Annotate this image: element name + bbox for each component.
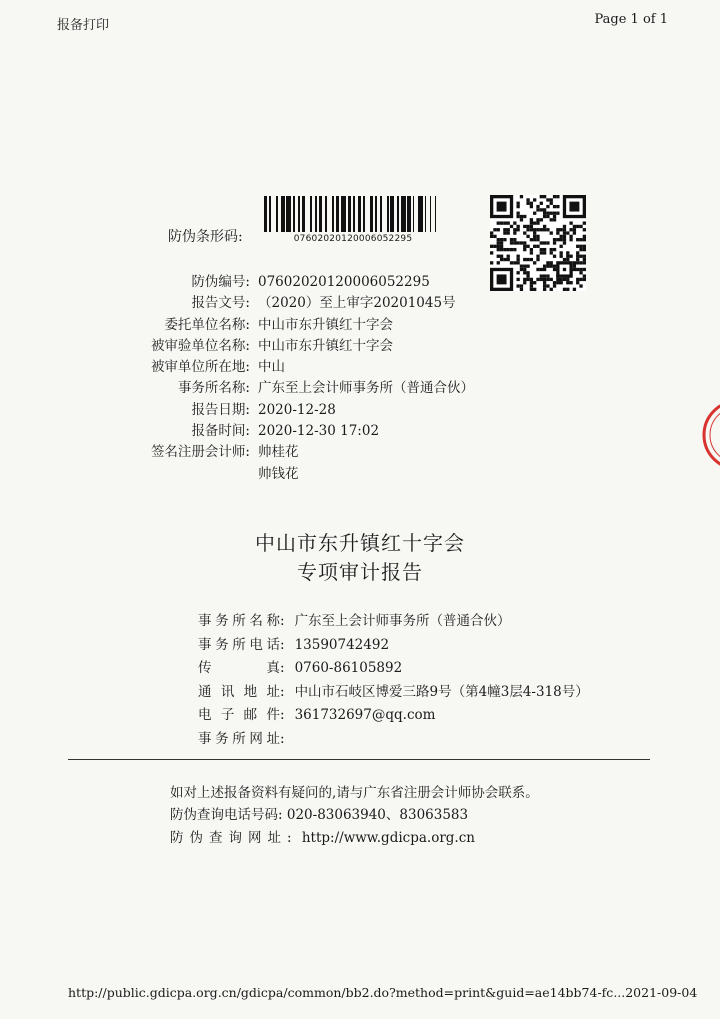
barcode [264, 196, 442, 246]
info-row [120, 336, 600, 357]
info-label: 报备时间: [191, 423, 250, 440]
footer-date: 2021-09-04 [625, 985, 698, 1000]
firm-row: 通讯地址 : 中山市石岐区博爱三路9号（第4幢3层4-318号） [198, 681, 589, 705]
info-row [120, 421, 600, 442]
firm-value: 中山市石岐区博爱三路9号（第4幢3层4-318号） [294, 683, 589, 700]
info-row [120, 464, 600, 485]
barcode-number: 07602020120006052295 [293, 234, 413, 244]
info-label: 被审验单位名称: [150, 337, 250, 354]
barcode-bars [264, 196, 442, 232]
info-label: 报告文号: [191, 295, 250, 312]
info-label: 委托单位名称: [164, 316, 250, 333]
barcode-bar [436, 196, 441, 232]
report-title: 中山市东升镇红十字会 [255, 531, 465, 555]
firm-row: 传真 : 0760-86105892 [198, 657, 589, 681]
firm-value: 0760-86105892 [294, 660, 403, 677]
info-value: 2020-12-30 17:02 [258, 423, 380, 440]
info-label: 防伪编号: [191, 274, 250, 290]
notice-web [170, 827, 539, 849]
info-value: 中山市东升镇红十字会 [258, 337, 393, 354]
info-value: 广东至上会计师事务所（普通合伙） [258, 380, 474, 397]
info-row [120, 357, 600, 378]
phone-label: 防伪查询电话号码: [170, 807, 283, 824]
info-label: 事务所名称: [177, 380, 250, 397]
firm-value: 广东至上会计师事务所（普通合伙） [294, 613, 511, 629]
info-value: 帅桂花 [258, 444, 299, 461]
web-label: 防伪查询网址: [170, 829, 298, 846]
barcode-label: 防伪条形码: [168, 229, 243, 245]
info-value: 中山市东升镇红十字会 [258, 316, 393, 333]
report-info [120, 272, 600, 485]
divider [68, 759, 650, 760]
info-value: 07602020120006052295 [258, 274, 430, 290]
info-value: （2020）至上审字20201045号 [258, 295, 456, 312]
firm-row: 事务所名称 : 广东至上会计师事务所（普通合伙） [198, 610, 589, 634]
info-row [120, 400, 600, 421]
info-label: 报告日期: [191, 401, 250, 418]
notice-phone [170, 804, 539, 826]
firm-value [285, 728, 295, 752]
firm-row: 事务所网址 : [198, 728, 589, 752]
report-subtitle: 专项审计报告 [297, 560, 423, 584]
firm-row: 事务所电话 : 13590742492 [198, 634, 589, 658]
info-row [120, 272, 600, 293]
notice [170, 782, 539, 849]
page-indicator: Page 1 of 1 [594, 12, 668, 27]
info-row [120, 293, 600, 314]
firm-label: 电子邮件 [198, 707, 280, 724]
red-seal-icon [690, 395, 720, 475]
info-row [120, 315, 600, 336]
phone-value: 020-83063940、83063583 [286, 807, 469, 824]
firm-info [198, 610, 589, 752]
firm-label: 事务所名称 [198, 613, 280, 629]
info-label: 被审单位所在地: [150, 359, 250, 376]
info-value: 2020-12-28 [258, 401, 336, 418]
info-value: 中山 [258, 359, 285, 376]
firm-label: 传真 [198, 660, 280, 677]
info-label [120, 464, 250, 485]
notice-line: 如对上述报备资料有疑问的,请与广东省注册会计师协会联系。 [170, 785, 539, 801]
print-footer [68, 985, 698, 1000]
info-value: 帅钱花 [258, 465, 299, 482]
firm-row: 电子邮件 : 361732697@qq.com [198, 704, 589, 728]
firm-label: 事务所电话 [198, 636, 280, 653]
firm-value: 13590742492 [294, 636, 390, 653]
firm-label: 通讯地址 [198, 683, 280, 700]
footer-url[interactable]: http://public.gdicpa.org.cn/gdicpa/common/bb2.do?method=print&guid=ae14bb74-fc... [68, 985, 626, 1000]
print-title: 报备打印 [57, 18, 110, 33]
info-row [120, 442, 600, 463]
web-link[interactable]: http://www.gdicpa.org.cn [301, 829, 475, 846]
firm-value: 361732697@qq.com [294, 707, 436, 724]
info-label: 签名注册会计师: [150, 444, 250, 461]
firm-label: 事务所网址 [198, 730, 280, 747]
info-row [120, 378, 600, 399]
